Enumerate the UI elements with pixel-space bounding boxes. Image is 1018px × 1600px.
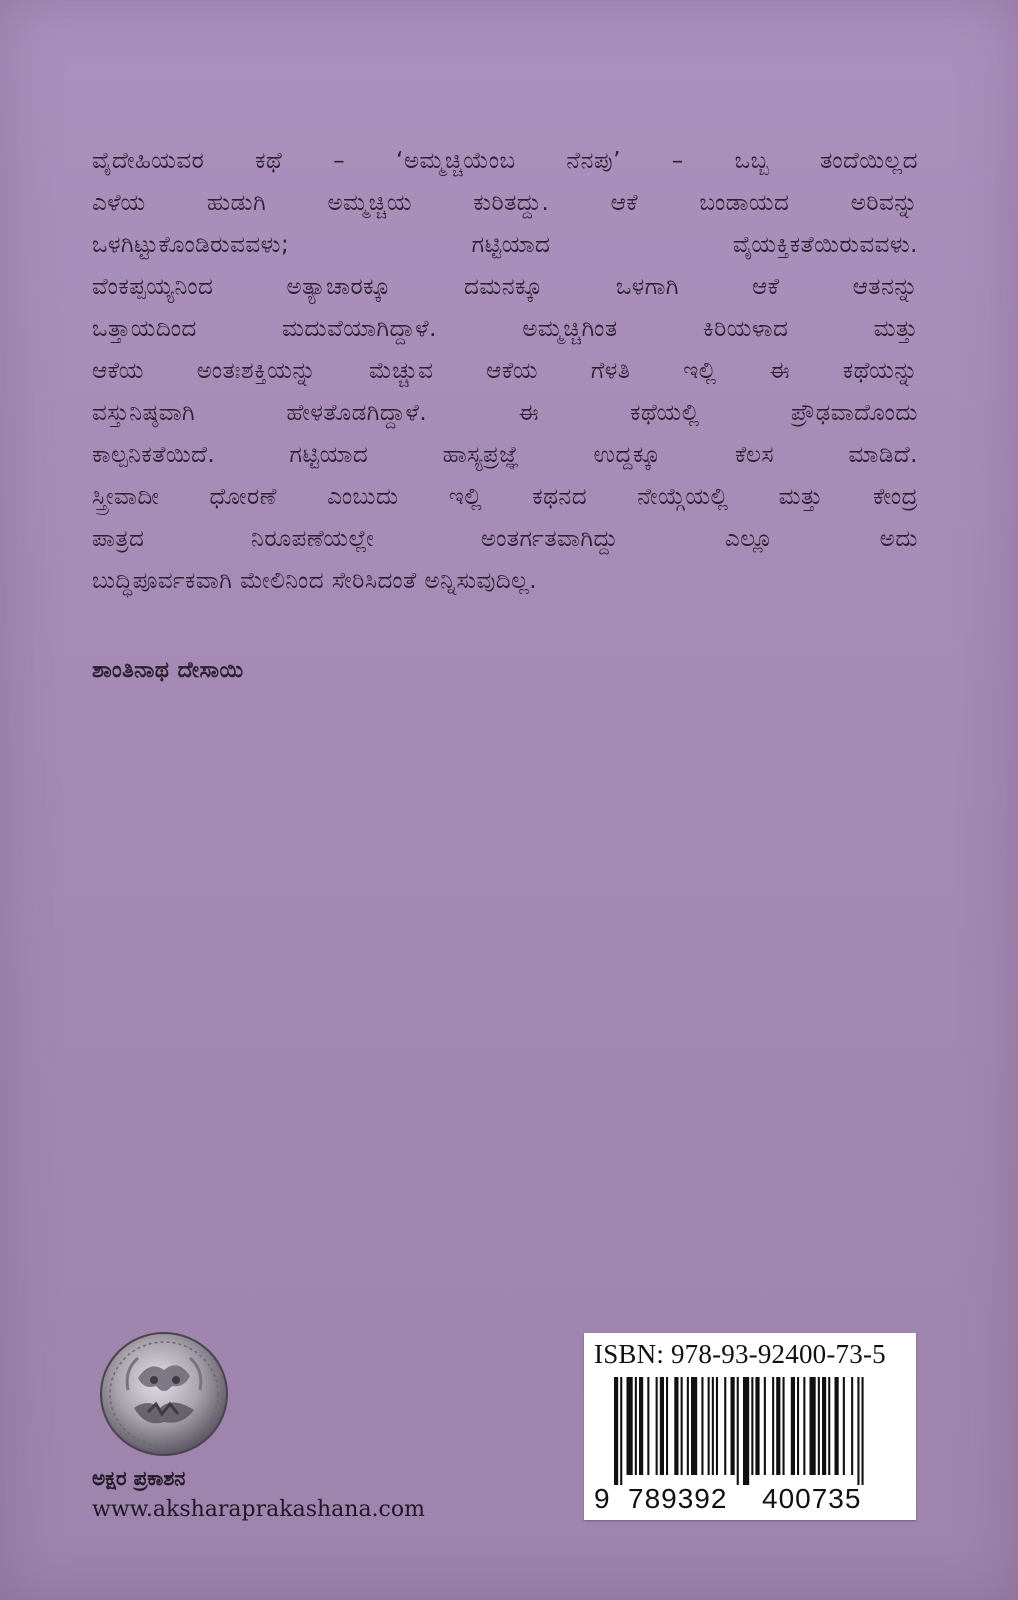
publisher-name: ಅಕ್ಷರ ಪ್ರಕಾಶನ (92, 1466, 186, 1490)
barcode-bar (647, 1377, 649, 1475)
blurb-author: ಶಾಂತಿನಾಥ ದೇಸಾಯಿ (92, 658, 244, 683)
barcode-bar (620, 1377, 622, 1485)
barcode-bar (772, 1377, 774, 1475)
barcode-bar (776, 1377, 780, 1475)
barcode-bar (857, 1377, 859, 1485)
barcode-bar (835, 1377, 839, 1475)
blurb-line-2: ಎಳೆಯ ಹುಡುಗಿ ಅಮ್ಮಚ್ಚಿಯ ಕುರಿತದ್ದು. ಆಕೆ ಬಂಡಾಯದ ಅರಿವನ್ನು (92, 190, 918, 216)
blurb-line-1: ವೈದೇಹಿಯವರ ಕಥೆ – ‘ಅಮ್ಮಚ್ಚಿಯೆಂಬ ನೆನಪು’ – ಒಬ್ಬ ತಂದೆಯಿಲ್ಲದ (92, 148, 918, 174)
barcode-bar (851, 1377, 853, 1475)
barcode-bar (818, 1377, 820, 1475)
barcode-bar (797, 1377, 799, 1475)
barcode-bar (843, 1377, 845, 1475)
barcode-bar (828, 1377, 830, 1475)
barcode-left-digits: 789392 (628, 1483, 728, 1514)
barcode-bar (701, 1377, 703, 1475)
barcode-bar (764, 1377, 766, 1475)
barcode-bar (751, 1377, 753, 1475)
barcode-bar (660, 1377, 664, 1475)
barcode-bar (803, 1377, 805, 1475)
barcode-bar (743, 1377, 749, 1485)
barcode-bar (674, 1377, 678, 1475)
blurb-line-7: ವಸ್ತುನಿಷ್ಠವಾಗಿ ಹೇಳತೊಡಗಿದ್ದಾಳೆ. ಈ ಕಥೆಯಲ್ಲಿ ಪ್ರೌಢವಾದೊಂದು (92, 400, 918, 426)
barcode-bar (627, 1377, 633, 1475)
blurb-paragraph (92, 140, 918, 602)
barcode-bar (666, 1377, 668, 1475)
barcode-bar (656, 1377, 658, 1475)
blurb-line-10: ಪಾತ್ರದ ನಿರೂಪಣೆಯಲ್ಲೇ ಅಂತರ್ಗತವಾಗಿದ್ದು ಎಲ್ಲೂ ಅದು (92, 526, 918, 552)
blurb-line-5: ಒತ್ತಾಯದಿಂದ ಮದುವೆಯಾಗಿದ್ದಾಳೆ. ಅಮ್ಮಚ್ಚಿಗಿಂತ ಕಿರಿಯಳಾದ ಮತ್ತು (92, 316, 918, 342)
publisher-url: www.aksharaprakashana.com (92, 1497, 425, 1522)
barcode-bar (822, 1377, 826, 1475)
isbn-barcode (584, 1333, 916, 1520)
barcode-bar (724, 1377, 726, 1475)
barcode-bar (791, 1377, 795, 1475)
barcode-bar (755, 1377, 759, 1475)
barcode-bar (639, 1377, 643, 1475)
isbn-label: ISBN: 978-93-92400-73-5 (594, 1339, 886, 1369)
coin-seal-logo-icon (98, 1330, 230, 1458)
barcode-bar (783, 1377, 785, 1475)
barcode-bar (614, 1377, 618, 1485)
blurb-line-8: ಕಾಲ್ಪನಿಕತೆಯಿದೆ. ಗಟ್ಟಿಯಾದ ಹಾಸ್ಯಪ್ರಜ್ಞೆ ಉದ್ದಕ್ಕೂ ಕೆಲಸ ಮಾಡಿದೆ. (92, 442, 918, 468)
barcode-bar (687, 1377, 689, 1475)
barcode-bar (862, 1377, 864, 1485)
barcode-bar (737, 1377, 739, 1485)
barcode-bar (810, 1377, 816, 1475)
blurb-line-6: ಆಕೆಯ ಅಂತಃಶಕ್ತಿಯನ್ನು ಮೆಚ್ಚುವ ಆಕೆಯ ಗೆಳತಿ ಇಲ್ಲಿ ಈ ಕಥೆಯನ್ನು (92, 358, 918, 384)
barcode-bar (681, 1377, 683, 1475)
barcode-bar (691, 1377, 697, 1475)
barcode-lead-digit: 9 (594, 1483, 611, 1514)
barcode-bar (716, 1377, 718, 1475)
blurb-line-3: ಒಳಗಿಟ್ಟುಕೊಂಡಿರುವವಳು; ಗಟ್ಟಿಯಾದ ವೈಯಕ್ತಿಕತೆಯಿರುವವಳು. (92, 232, 918, 258)
barcode-bar (635, 1377, 637, 1475)
blurb-line-4: ವೆಂಕಪ್ಪಯ್ಯನಿಂದ ಅತ್ಯಾಚಾರಕ್ಕೂ ದಮನಕ್ಕೂ ಒಳಗಾಗಿ ಆಕೆ ಆತನನ್ನು (92, 274, 918, 300)
blurb-line-9: ಸ್ತ್ರೀವಾದೀ ಧೋರಣೆ ಎಂಬುದು ಇಲ್ಲಿ ಕಥನದ ನೇಯ್ಗೆಯಲ್ಲಿ ಮತ್ತು ಕೇಂದ್ರ (92, 484, 918, 510)
barcode-right-digits: 400735 (762, 1483, 862, 1514)
barcode-bar (731, 1377, 735, 1475)
barcode-bar (708, 1377, 710, 1475)
blurb-line-11: ಬುದ್ಧಿಪೂರ್ವಕವಾಗಿ ಮೇಲಿನಿಂದ ಸೇರಿಸಿದಂತೆ ಅನ್ನಿಸುವುದಿಲ್ಲ. (92, 568, 538, 594)
barcode-bar (712, 1377, 714, 1475)
